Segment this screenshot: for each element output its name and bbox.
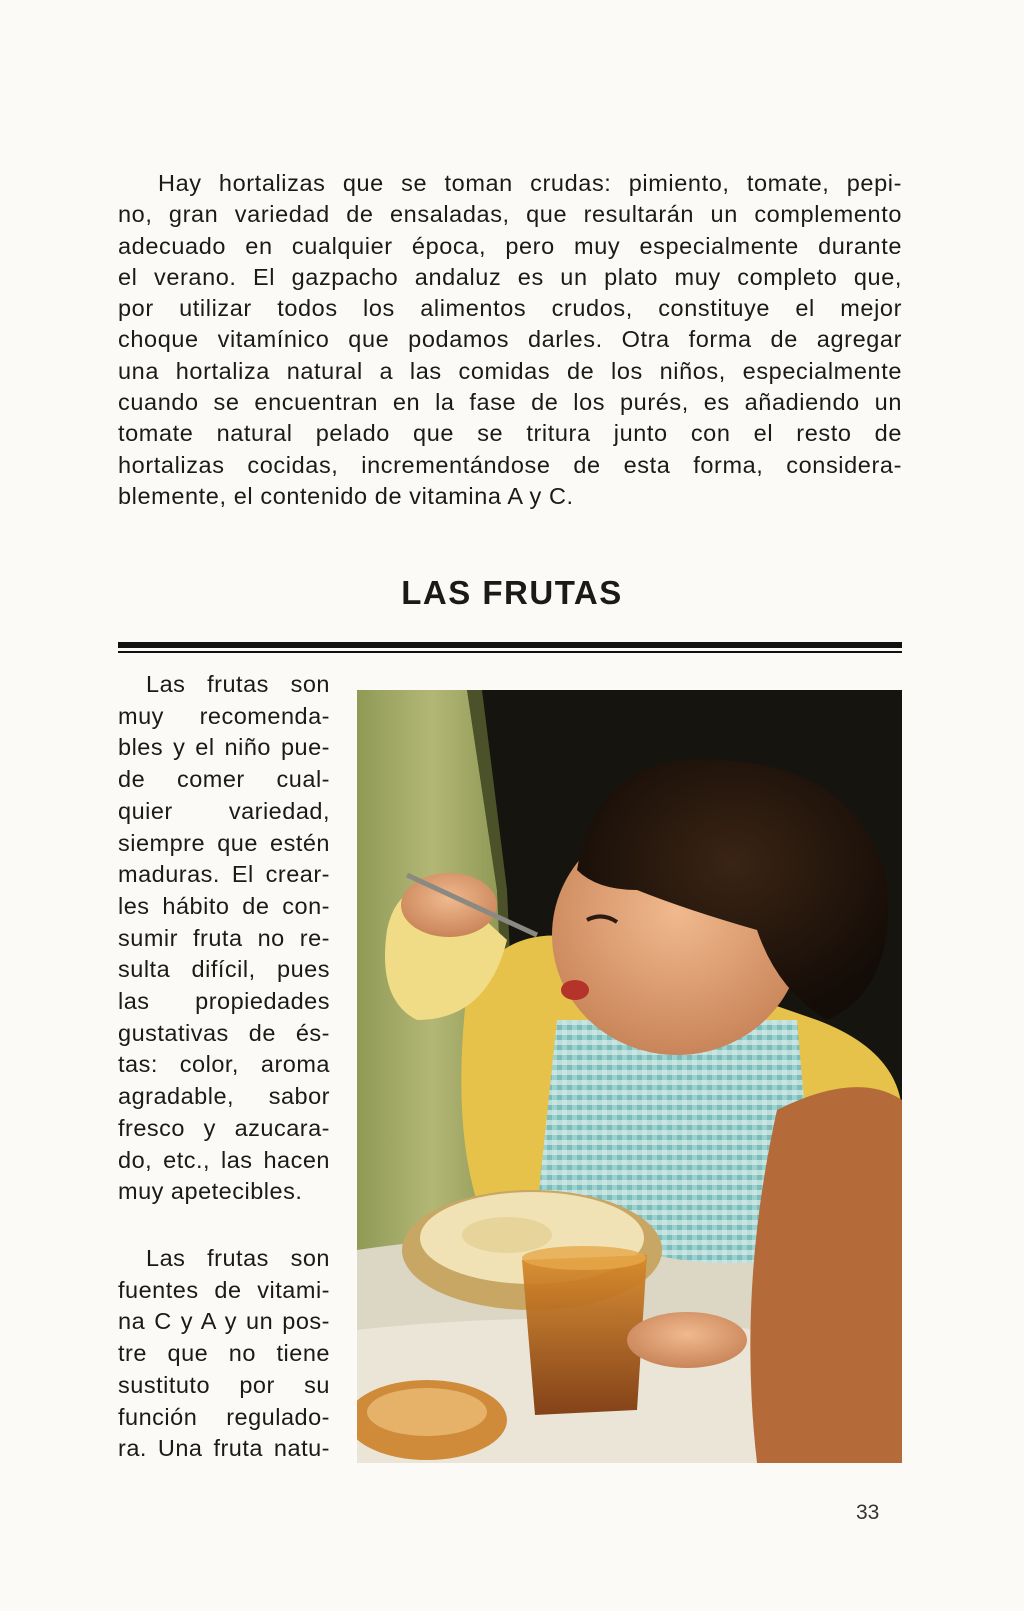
column-line: sulta difícil, pues <box>118 956 330 983</box>
column-line: fresco y azucara- <box>118 1114 330 1141</box>
column-line: sustituto por su <box>118 1371 330 1398</box>
column-line: do, etc., las hacen <box>118 1146 330 1173</box>
column-line: muy apetecibles. <box>118 1178 303 1205</box>
intro-line: Hay hortalizas que se toman crudas: pimiento, tomate, pepi- <box>158 170 902 196</box>
section-title: LAS FRUTAS <box>401 574 623 611</box>
intro-line: hortalizas cocidas, incrementándose de esta forma, considera- <box>118 451 902 478</box>
column-line: muy recomenda- <box>118 702 330 729</box>
intro-line: blemente, el contenido de vitamina A y C. <box>118 482 574 509</box>
column-paragraph-2 <box>118 1243 330 1465</box>
intro-line: no, gran variedad de ensaladas, que resultarán un complemento <box>118 201 902 228</box>
column-line: bles y el niño pue- <box>118 734 330 761</box>
page-number: 33 <box>856 1501 880 1524</box>
column-line: les hábito de con- <box>118 892 330 919</box>
section-rule-thin <box>118 651 902 653</box>
child-eating-photo <box>357 690 902 1463</box>
column-line: na C y A y un pos- <box>118 1308 330 1335</box>
intro-line: adecuado en cualquier época, pero muy especialmente durante <box>118 232 902 259</box>
column-line: siempre que estén <box>118 829 330 856</box>
column-line: de comer cual- <box>118 766 330 793</box>
intro-line: por utilizar todos los alimentos crudos, constituye el mejor <box>118 295 902 322</box>
column-line: Las frutas son <box>146 1245 330 1271</box>
intro-paragraph <box>118 168 902 512</box>
intro-line: el verano. El gazpacho andaluz es un plato muy completo que, <box>118 263 902 290</box>
child-eating-illustration <box>357 690 902 1463</box>
intro-line: tomate natural pelado que se tritura junto con el resto de <box>118 420 902 447</box>
column-line: fuentes de vitami- <box>118 1276 330 1303</box>
column-line: maduras. El crear- <box>118 861 330 888</box>
column-line: tre que no tiene <box>118 1340 330 1367</box>
section-rule-thick <box>118 642 902 648</box>
column-line: ra. Una fruta natu- <box>118 1435 330 1462</box>
column-line: las propiedades <box>118 988 330 1015</box>
intro-line: una hortaliza natural a las comidas de los niños, especialmente <box>118 357 902 384</box>
column-line: Las frutas son <box>146 671 330 697</box>
column-line: gustativas de és- <box>118 1019 330 1046</box>
intro-line: choque vitamínico que podamos darles. Otra forma de agregar <box>118 326 902 353</box>
column-line: quier variedad, <box>118 797 330 824</box>
intro-line: cuando se encuentran en la fase de los purés, es añadiendo un <box>118 389 902 416</box>
column-paragraph-1 <box>118 669 330 1208</box>
column-line: tas: color, aroma <box>118 1051 330 1078</box>
column-line: agradable, sabor <box>118 1083 330 1110</box>
column-line: función regulado- <box>118 1403 330 1430</box>
column-line: sumir fruta no re- <box>118 924 330 951</box>
